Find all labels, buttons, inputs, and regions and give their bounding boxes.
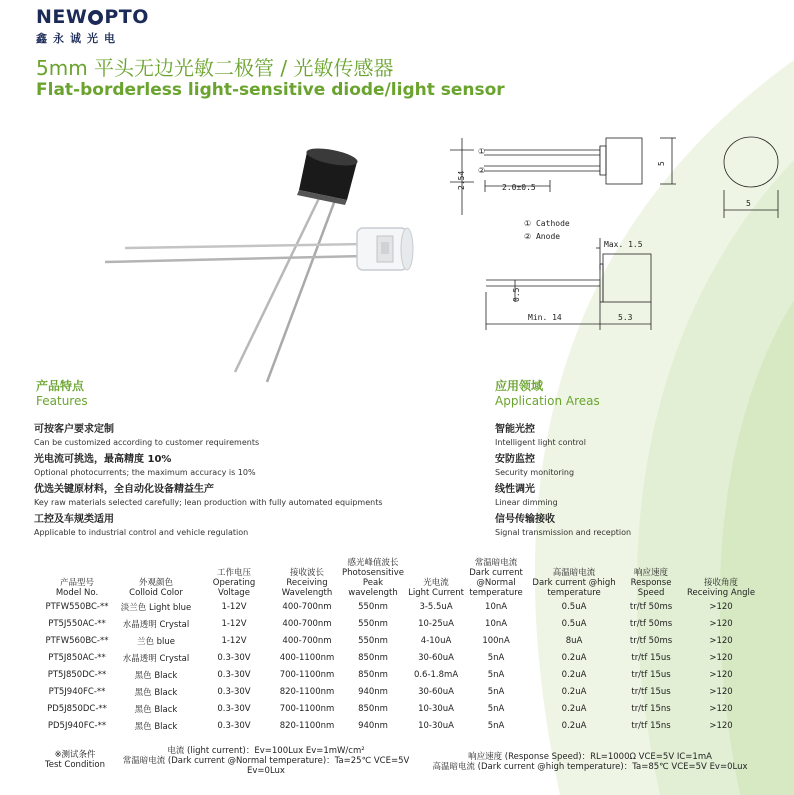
test-condition-label: ※测试条件 Test Condition [44, 750, 105, 770]
table-row [36, 615, 762, 632]
column-header: 光电流 Light Current [408, 578, 464, 598]
table-cell: 1-12V [221, 601, 247, 612]
table-row [36, 700, 762, 717]
table-cell: tr/tf 15us [631, 686, 671, 697]
table-cell: 0.5uA [561, 601, 587, 612]
table-cell: 30-60uA [418, 686, 454, 697]
table-cell: 400-700nm [282, 635, 332, 646]
table-cell: 黑色 Black [134, 687, 178, 698]
table-cell: 0.5uA [561, 618, 587, 629]
table-cell: 黑色 Black [134, 721, 178, 732]
logo-o-icon [88, 10, 103, 25]
table-cell: 3-5.5uA [419, 601, 453, 612]
features-title-cn: 产品特点 [36, 379, 85, 393]
application-item: 信号传输接收 Signal transmission and reception [495, 514, 632, 537]
feature-item: 光电流可挑选，最高精度 10% Optional photocurrents; the maximum accuracy is 10% [34, 454, 256, 477]
table-row [36, 683, 762, 700]
table-row [36, 632, 762, 649]
column-header: 接收角度 Receiving Angle [687, 578, 756, 598]
table-cell: 5nA [487, 669, 505, 680]
table-cell: 兰色 blue [136, 636, 176, 647]
application-item: 线性调光 Linear dimming [495, 484, 558, 507]
table-cell: 10-30uA [418, 720, 454, 731]
table-cell: 550nm [358, 618, 388, 629]
table-row [36, 649, 762, 666]
table-cell: 850nm [358, 669, 388, 680]
table-cell: 0.2uA [561, 686, 587, 697]
dim-pitch: 2.0±0.5 [502, 183, 536, 192]
table-cell: 400-700nm [282, 618, 332, 629]
spec-table-wrap [36, 558, 762, 734]
table-cell: 8uA [565, 635, 583, 646]
dim-min14: Min. 14 [528, 313, 562, 322]
table-cell: PD5J940FC-** [47, 720, 107, 731]
table-cell: 1-12V [221, 618, 247, 629]
table-cell: 5nA [487, 652, 505, 663]
legend-anode: ② Anode [524, 232, 561, 241]
feature-item: 工控及车规类适用 Applicable to industrial control and vehicle regulation [34, 514, 249, 537]
table-header-row [36, 558, 762, 598]
table-cell: 4-10uA [420, 635, 452, 646]
table-cell: >120 [709, 703, 733, 714]
column-header: 接收波长 Receiving Wavelength [281, 568, 333, 598]
table-cell: 940nm [358, 720, 388, 731]
table-cell: 850nm [358, 652, 388, 663]
column-header: 常温暗电流 Dark current @Normal temperature [469, 558, 523, 598]
black-sensor-icon [297, 145, 359, 205]
table-cell: tr/tf 15ns [631, 720, 671, 731]
table-cell: PT5J850AC-** [48, 652, 106, 663]
table-cell: 0.2uA [561, 652, 587, 663]
table-cell: tr/tf 50ms [629, 635, 673, 646]
column-header: 工作电压 Operating Voltage [212, 568, 256, 598]
features-section [36, 377, 88, 408]
table-cell: >120 [709, 601, 733, 612]
dim-254: 2.54 [457, 170, 466, 190]
product-photo [95, 120, 435, 390]
feature-item: 优选关键原材料，全自动化设备精益生产 Key raw materials selected carefully; lean production with fully automated equipments [34, 484, 383, 507]
table-cell: 0.2uA [561, 720, 587, 731]
table-cell: 0.2uA [561, 703, 587, 714]
table-cell: 940nm [358, 686, 388, 697]
pin-1-label: ① [478, 147, 486, 156]
table-cell: 550nm [358, 635, 388, 646]
table-cell: PTFW560BC-** [45, 635, 109, 646]
table-cell: >120 [709, 618, 733, 629]
table-cell: 400-1100nm [279, 652, 335, 663]
table-cell: 5nA [487, 703, 505, 714]
logo-text-left: NEW [36, 6, 88, 28]
page-title-en: Flat-borderless light-sensitive diode/light sensor [36, 80, 505, 100]
table-cell: tr/tf 50ms [629, 601, 673, 612]
features-title-en: Features [36, 394, 88, 408]
table-cell: 淡兰色 Light blue [120, 602, 192, 613]
table-body [36, 598, 762, 734]
table-cell: 10nA [485, 601, 508, 612]
table-cell: 0.3-30V [217, 652, 251, 663]
crystal-sensor-icon [357, 228, 413, 270]
table-cell: PTFW550BC-** [45, 601, 109, 612]
table-row [36, 717, 762, 734]
brand-logo [36, 6, 156, 46]
table-cell: 水晶透明 Crystal [122, 653, 190, 664]
test-condition-left: 电流 (light current)：Ev=100Lux Ev=1mW/cm² 常温暗电流 (Dark current @Normal temperature)：Ta=25℃ VCE=5V Ev=0Lux [122, 746, 410, 776]
table-cell: PT5J940FC-** [48, 686, 106, 697]
column-header: 响应速度 Response Speed [630, 568, 672, 598]
table-cell: 850nm [358, 703, 388, 714]
table-cell: 水晶透明 Crystal [122, 619, 190, 630]
test-condition-right: 响应速度 (Response Speed)：RL=1000Ω VCE=5V IC=1mA 高温暗电流 (Dark current @high temperature)：Ta=85℃ VCE=5V Ev=0Lux [432, 752, 748, 772]
application-item: 安防监控 Security monitoring [495, 454, 575, 477]
applications-title-cn: 应用领域 [495, 379, 544, 393]
table-row [36, 598, 762, 615]
feature-item: 可按客户要求定制 Can be customized according to customer requirements [34, 424, 260, 447]
applications-title-en: Application Areas [495, 394, 600, 408]
table-cell: 黑色 Black [134, 704, 178, 715]
technical-drawing [440, 130, 794, 340]
table-cell: PT5J850DC-** [47, 669, 107, 680]
legend-cathode: ① Cathode [524, 219, 570, 228]
application-item: 智能光控 Intelligent light control [495, 424, 586, 447]
applications-list [495, 423, 755, 543]
logo-text-right: PTO [104, 6, 149, 28]
table-cell: 10-25uA [418, 618, 454, 629]
table-cell: 黑色 Black [134, 670, 178, 681]
table-cell: 0.3-30V [217, 720, 251, 731]
table-cell: 10nA [485, 618, 508, 629]
column-header: 外观颜色 Colloid Color [129, 578, 183, 598]
table-cell: 5nA [487, 686, 505, 697]
logo-chinese: 鑫永诚光电 [36, 32, 121, 45]
table-cell: 0.6-1.8mA [413, 669, 459, 680]
applications-section [495, 377, 600, 408]
table-cell: 10-30uA [418, 703, 454, 714]
table-cell: 550nm [358, 601, 388, 612]
table-cell: 0.3-30V [217, 703, 251, 714]
column-header: 产品型号 Model No. [55, 578, 99, 598]
dim-05: 0.5 [512, 287, 521, 302]
table-cell: 400-700nm [282, 601, 332, 612]
table-cell: tr/tf 15ns [631, 703, 671, 714]
table-cell: PT5J550AC-** [48, 618, 106, 629]
dim-53: 5.3 [618, 313, 633, 322]
column-header: 高温暗电流 Dark current @high temperature [532, 568, 616, 598]
table-cell: 700-1100nm [279, 669, 335, 680]
spec-table [36, 558, 762, 734]
table-cell: >120 [709, 669, 733, 680]
table-row [36, 666, 762, 683]
table-cell: >120 [709, 720, 733, 731]
dim-max: Max. 1.5 [604, 240, 643, 249]
dim-5-side: 5 [657, 161, 666, 166]
table-cell: 0.2uA [561, 669, 587, 680]
table-cell: 0.3-30V [217, 686, 251, 697]
pin-2-label: ② [478, 166, 486, 175]
table-cell: >120 [709, 652, 733, 663]
table-cell: 820-1100nm [279, 720, 335, 731]
table-cell: PD5J850DC-** [47, 703, 107, 714]
table-cell: 1-12V [221, 635, 247, 646]
table-cell: 100nA [482, 635, 510, 646]
logo-wordmark [36, 6, 156, 28]
table-cell: 700-1100nm [279, 703, 335, 714]
page-title-cn: 5mm 平头无边光敏二极管 / 光敏传感器 [36, 56, 394, 80]
table-cell: tr/tf 50ms [629, 618, 673, 629]
dim-5-top: 5 [746, 199, 751, 208]
table-cell: >120 [709, 686, 733, 697]
table-cell: 0.3-30V [217, 669, 251, 680]
table-cell: 820-1100nm [279, 686, 335, 697]
table-cell: tr/tf 15us [631, 669, 671, 680]
table-cell: 30-60uA [418, 652, 454, 663]
column-header: 感光峰值波长 Photosensitive Peak wavelength [342, 558, 405, 598]
features-list [34, 423, 394, 543]
table-cell: 5nA [487, 720, 505, 731]
table-cell: tr/tf 15us [631, 652, 671, 663]
table-cell: >120 [709, 635, 733, 646]
